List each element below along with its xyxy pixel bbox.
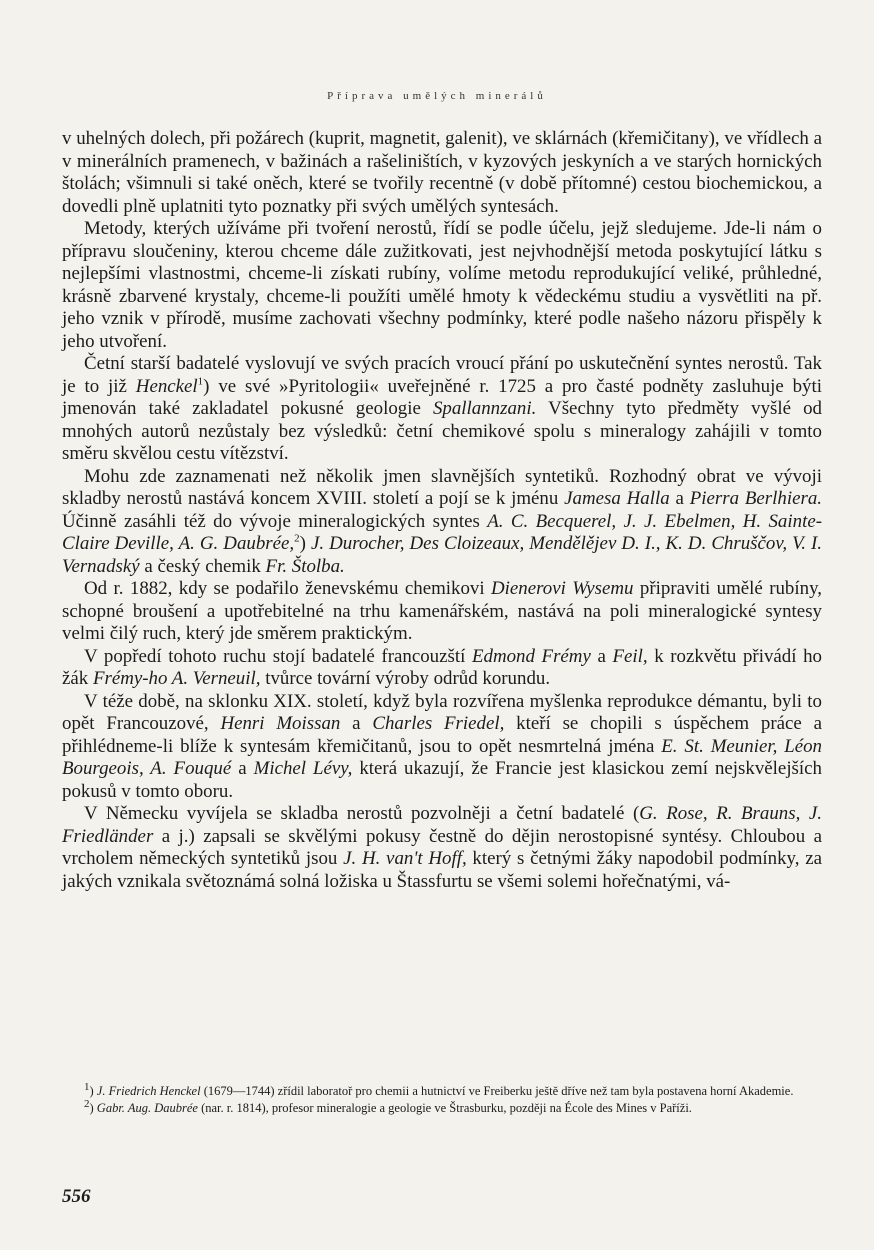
italic-name: J. Friedrich Henckel — [96, 1084, 201, 1098]
text-run: (1679—1744) zřídil laboratoř pro chemii a hutnictví ve Freiberku ještě dříve než tam byla postavena horní Akademie. — [200, 1084, 794, 1098]
text-run: ) ve své »Pyritologii« uveřejněné r. 1725 a pro časté podněty zasluhuje býti jmenován také zakladatel pokusné geologie — [62, 375, 822, 419]
paragraph — [62, 691, 822, 804]
paragraph — [62, 803, 822, 893]
text-run: Všechny tyto předměty vyšlé od mnohých autorů nezůstaly bez výsledků: četní chemikové spolu s mineralogy zahájili v tomto směru skvělou cestu vítězství. — [62, 398, 822, 464]
footnotes — [62, 1080, 822, 1117]
text-run: a — [669, 488, 690, 509]
text-run: a český chemik — [139, 555, 266, 577]
text-run: (nar. r. 1814), profesor mineralogie a geologie ve Štrasburku, později na École des Mines v Paříži. — [197, 1101, 692, 1115]
paragraph — [62, 466, 822, 579]
text-run: a — [231, 758, 254, 779]
italic-name: Frémy-ho A. Verneuil, — [92, 668, 261, 689]
text-run: Mohu zde zaznamenati než několik jmen slavnějších syntetiků. Rozhodný obrat ve vývoji skladby nerostů nastává koncem XVIII. století a pojí se k jménu — [62, 465, 822, 509]
italic-name: G. Rose, R. Brauns, J. Friedländer — [62, 803, 822, 847]
italic-name: A. C. Becquerel, J. J. Ebelmen, H. Sainte-Claire Deville, A. G. Daubrée, — [62, 510, 822, 554]
italic-name: Feil, — [612, 645, 648, 667]
text-run: který s četnými žáky napodobil podmínky, za jakých vznikala světoznámá solná ložiska u Štassfurtu se všemi solemi hořečnatými, vá- — [62, 848, 822, 892]
italic-name: E. St. Meunier, Léon Bourgeois, A. Fouqué — [62, 735, 822, 779]
italic-name: J. H. van't Hoff, — [343, 848, 467, 869]
italic-name: Edmond Frémy — [471, 645, 591, 667]
italic-name: Dienerovi Wysemu — [491, 578, 634, 599]
footnote — [62, 1097, 822, 1117]
footnote-ref: 1 — [84, 1080, 90, 1093]
footnote-ref: 2 — [294, 532, 300, 545]
text-run: Četní starší badatelé vyslovují ve svých pracích vroucí přání po uskutečnění syntes nerostů. Tak je to již — [62, 353, 822, 397]
text-run: Od r. 1882, kdy se podařilo ženevskému chemikovi — [84, 578, 492, 599]
text-run: v uhelných dolech, při požárech (kuprit, magnetit, galenit), ve sklárnách (křemičitany), ve vřídlech a v minerálních pramenech, v bažinách a rašeliništích, v kyzových jeskyních a ve starých hornických štolách; všimnuli si také oněch, které se tvořily recentně (v době přítomné) cestou biochemickou, a dovedli plně uplatniti tyto poznatky při svých umělých syntesách. — [62, 128, 822, 217]
text-run: která ukazují, že Francie jest klasickou zemí nejskvělejších pokusů v tomto oboru. — [62, 758, 822, 802]
italic-name: J. Durocher, Des Cloizeaux, Mendělějev D. I., K. D. Chruščov, V. I. Vernadský — [62, 533, 822, 577]
italic-name: Henri Moissan — [220, 713, 341, 734]
text-run: tvůrce tovární výroby odrůd korundu. — [260, 668, 551, 689]
text-run: ) — [299, 533, 311, 554]
text-run: ) — [89, 1084, 97, 1098]
text-run: a — [340, 713, 373, 734]
page-number: 556 — [62, 1186, 91, 1207]
footnote-ref: 1 — [197, 375, 204, 388]
footnote — [62, 1080, 822, 1100]
body-text — [62, 128, 822, 893]
text-run: a j.) zapsali se skvělými pokusy čestně do dějin nerostopisné syntésy. Chloubou a vrcholem německých syntetiků jsou — [62, 825, 822, 869]
text-run: k rozkvětu přivádí ho žák — [62, 645, 822, 689]
paragraph — [62, 646, 822, 691]
italic-name: Henckel — [135, 375, 198, 397]
italic-name: Fr. Štolba. — [265, 555, 345, 577]
italic-name: Pierra Berlhiera. — [689, 488, 822, 509]
text-run: připraviti umělé rubíny, schopné broušení a upotřebitelné na trhu kamenářském, nastává na poli mineralogické syntesy velmi čilý ruch, který jde směrem praktickým. — [62, 578, 823, 644]
running-header: Příprava umělých minerálů — [327, 90, 547, 102]
text-run: V Německu vyvíjela se skladba nerostů pozvolněji a četní badatelé ( — [84, 803, 640, 824]
italic-name: Charles Friedel, — [372, 713, 505, 734]
text-run: ) — [89, 1101, 97, 1115]
italic-name: Gabr. Aug. Daubrée — [96, 1101, 198, 1115]
text-run: V téže době, na sklonku XIX. století, když byla rozvířena myšlenka reprodukce démantu, byli to opět Francouzové, — [62, 690, 822, 734]
paragraph — [62, 578, 822, 646]
text-run: Účinně zasáhli též do vývoje mineralogických syntes — [62, 510, 488, 532]
text-run: a — [590, 645, 613, 667]
text-run: V popředí tohoto ruchu stojí badatelé francouzští — [84, 645, 472, 667]
italic-name: Spallannzani. — [432, 398, 537, 419]
footnote-ref: 2 — [84, 1097, 90, 1110]
italic-name: Michel Lévy, — [253, 758, 353, 779]
text-run: Metody, kterých užíváme při tvoření nerostů, řídí se podle účelu, jejž sledujeme. Jde-li nám o přípravu sloučeniny, kterou chceme dále zužitkovati, jest nejvhodnější metoda poskytující látku s nejlepšími vlastnostmi, chceme-li získati rubíny, volíme metodu reprodukující veliké, průhledné, krásně zbarvené krystaly, chceme-li použíti umělé hmoty k vědeckému studiu a vysvětliti na př. jeho vznik v přírodě, musíme zachovati všechny podmínky, které podle našeho názoru přispěly k jeho utvoření. — [62, 218, 822, 352]
paragraph — [62, 218, 822, 353]
italic-name: Jamesa Halla — [564, 488, 670, 509]
text-run: kteří se chopili s úspěchem práce a přihlédneme-li blíže k syntesám křemičitanů, jsou to opět nesmrtelná jména — [62, 713, 822, 757]
paragraph — [62, 353, 822, 466]
paragraph — [62, 128, 822, 218]
